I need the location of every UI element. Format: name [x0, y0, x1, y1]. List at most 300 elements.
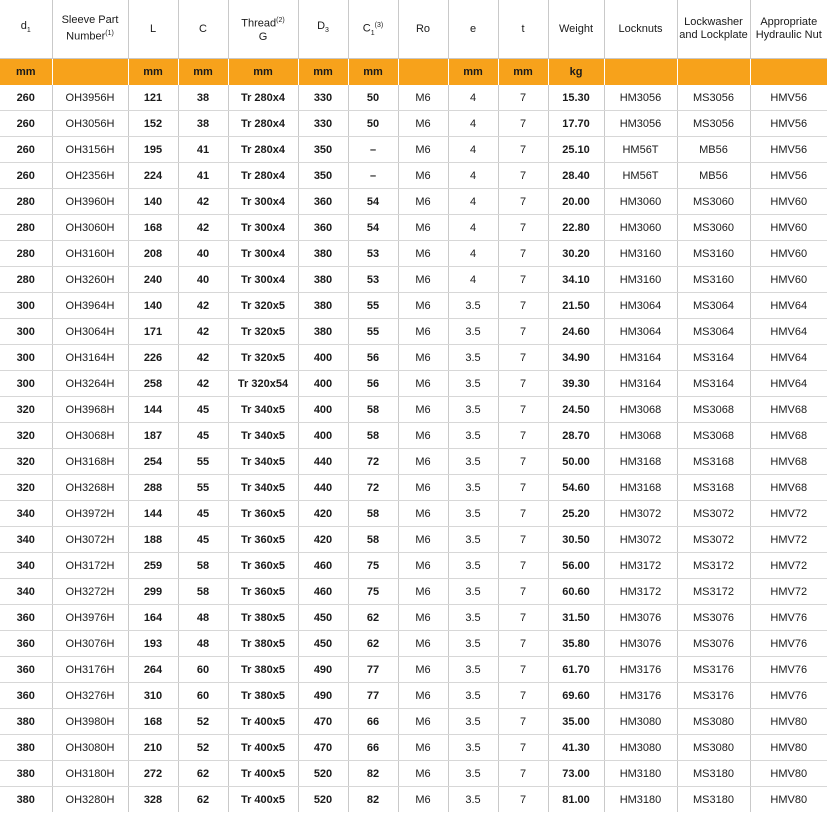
cell-sleeve-part-number: OH3280H	[52, 787, 128, 813]
table-row	[0, 215, 827, 241]
cell-ro: M6	[398, 215, 448, 241]
cell-hydraulic-nut: HMV72	[750, 501, 827, 527]
cell-thread: Tr 280x4	[228, 85, 298, 111]
col-header-ro: Ro	[398, 0, 448, 59]
cell-d3: 400	[298, 371, 348, 397]
cell-locknut: HM3176	[604, 683, 677, 709]
cell-ro: M6	[398, 111, 448, 137]
cell-ro: M6	[398, 345, 448, 371]
cell-e: 4	[448, 111, 498, 137]
cell-d1: 380	[0, 761, 52, 787]
table-row	[0, 761, 827, 787]
cell-d3: 360	[298, 215, 348, 241]
cell-c1: 58	[348, 501, 398, 527]
cell-hydraulic-nut: HMV72	[750, 527, 827, 553]
cell-weight: 81.00	[548, 787, 604, 813]
cell-c1: 55	[348, 293, 398, 319]
cell-l: 328	[128, 787, 178, 813]
cell-locknut: HM3164	[604, 371, 677, 397]
cell-l: 193	[128, 631, 178, 657]
cell-t: 7	[498, 735, 548, 761]
cell-e: 4	[448, 241, 498, 267]
cell-l: 195	[128, 137, 178, 163]
cell-hydraulic-nut: HMV56	[750, 163, 827, 189]
cell-thread: Tr 400x5	[228, 709, 298, 735]
cell-d3: 420	[298, 527, 348, 553]
cell-d1: 340	[0, 527, 52, 553]
cell-c1: 56	[348, 371, 398, 397]
cell-l: 168	[128, 709, 178, 735]
cell-d3: 450	[298, 631, 348, 657]
cell-c1: 66	[348, 709, 398, 735]
cell-c: 55	[178, 475, 228, 501]
cell-l: 264	[128, 657, 178, 683]
cell-d3: 380	[298, 241, 348, 267]
cell-sleeve-part-number: OH3976H	[52, 605, 128, 631]
cell-hydraulic-nut: HMV68	[750, 475, 827, 501]
cell-sleeve-part-number: OH3060H	[52, 215, 128, 241]
cell-d3: 450	[298, 605, 348, 631]
cell-weight: 50.00	[548, 449, 604, 475]
cell-weight: 35.80	[548, 631, 604, 657]
cell-c1: 58	[348, 423, 398, 449]
cell-l: 210	[128, 735, 178, 761]
cell-thread: Tr 320x5	[228, 293, 298, 319]
cell-c1: 72	[348, 449, 398, 475]
cell-e: 3.5	[448, 683, 498, 709]
col-header-e: e	[448, 0, 498, 59]
cell-e: 3.5	[448, 371, 498, 397]
cell-l: 164	[128, 605, 178, 631]
col-header-thread: Thread$^{(2)}$ G	[228, 0, 298, 59]
cell-locknut: HM3072	[604, 527, 677, 553]
cell-weight: 34.10	[548, 267, 604, 293]
cell-hydraulic-nut: HMV76	[750, 605, 827, 631]
cell-d3: 330	[298, 85, 348, 111]
cell-thread: Tr 340x5	[228, 475, 298, 501]
cell-lockwasher: MS3172	[677, 553, 750, 579]
cell-weight: 56.00	[548, 553, 604, 579]
cell-c1: 53	[348, 241, 398, 267]
cell-lockwasher: MS3056	[677, 85, 750, 111]
cell-ro: M6	[398, 371, 448, 397]
cell-weight: 39.30	[548, 371, 604, 397]
cell-ro: M6	[398, 761, 448, 787]
cell-ro: M6	[398, 631, 448, 657]
cell-hydraulic-nut: HMV80	[770, 793, 808, 806]
table-row	[0, 189, 827, 215]
cell-c1: 75	[348, 553, 398, 579]
cell-c: 42	[178, 189, 228, 215]
table-row	[0, 137, 827, 163]
unit-cell	[677, 59, 750, 86]
cell-c1: 82	[348, 761, 398, 787]
cell-lockwasher: MS3068	[677, 397, 750, 423]
cell-e: 3.5	[448, 475, 498, 501]
unit-cell	[604, 59, 677, 86]
cell-weight: 54.60	[548, 475, 604, 501]
cell-locknut: HM3068	[604, 423, 677, 449]
cell-e: 3.5	[448, 631, 498, 657]
cell-sleeve-part-number: OH3080H	[52, 735, 128, 761]
cell-c1: 58	[348, 527, 398, 553]
cell-sleeve-part-number: OH3964H	[52, 293, 128, 319]
cell-t: 7	[498, 215, 548, 241]
cell-e: 3.5	[448, 501, 498, 527]
cell-t: 7	[498, 241, 548, 267]
cell-locknut: HM3080	[604, 735, 677, 761]
cell-lockwasher: MS3064	[677, 293, 750, 319]
cell-weight: 35.00	[548, 709, 604, 735]
table-row	[0, 423, 827, 449]
cell-d3: 350	[298, 163, 348, 189]
cell-sleeve-part-number: OH3064H	[52, 319, 128, 345]
unit-cell	[398, 59, 448, 86]
cell-hydraulic-nut: HMV64	[750, 345, 827, 371]
cell-l: 310	[128, 683, 178, 709]
cell-l: 224	[128, 163, 178, 189]
cell-thread: Tr 380x5	[228, 631, 298, 657]
cell-d3: 490	[298, 683, 348, 709]
cell-d1: 320	[0, 397, 52, 423]
cell-hydraulic-nut: HMV56	[750, 85, 827, 111]
cell-sleeve-part-number: OH2356H	[52, 163, 128, 189]
cell-c: 38	[178, 111, 228, 137]
cell-locknut: HM3160	[604, 241, 677, 267]
cell-c1: 50	[348, 111, 398, 137]
cell-t: 7	[498, 345, 548, 371]
cell-d3: 330	[298, 111, 348, 137]
cell-ro: M6	[398, 657, 448, 683]
table-row	[0, 605, 827, 631]
col-header-weight: Weight	[548, 0, 604, 59]
cell-weight: 22.80	[548, 215, 604, 241]
cell-e: 3.5	[448, 397, 498, 423]
cell-e: 3.5	[448, 527, 498, 553]
unit-cell	[52, 59, 128, 86]
cell-lockwasher: MS3164	[677, 371, 750, 397]
table-row	[0, 163, 827, 189]
cell-hydraulic-nut: HMV60	[750, 241, 827, 267]
table-row	[0, 267, 827, 293]
cell-lockwasher: MS3176	[677, 657, 750, 683]
cell-ro: M6	[398, 475, 448, 501]
cell-lockwasher: MS3060	[677, 189, 750, 215]
cell-lockwasher: MB56	[677, 137, 750, 163]
cell-ro: M6	[398, 579, 448, 605]
cell-weight: 61.70	[548, 657, 604, 683]
col-header-lockwasher: Lockwasher and Lockplate	[677, 0, 750, 59]
col-header-d3: $D_3$	[298, 0, 348, 59]
cell-c1: 50	[348, 85, 398, 111]
cell-c: 60	[178, 657, 228, 683]
cell-d1: 360	[0, 683, 52, 709]
cell-d1: 380	[0, 709, 52, 735]
cell-d1: 320	[0, 423, 52, 449]
cell-d1: 360	[0, 631, 52, 657]
cell-c: 48	[178, 631, 228, 657]
cell-c1: 62	[348, 631, 398, 657]
cell-lockwasher: MS3076	[677, 631, 750, 657]
cell-e: 4	[448, 163, 498, 189]
cell-d3: 360	[298, 189, 348, 215]
cell-sleeve-part-number: OH3272H	[52, 579, 128, 605]
cell-locknut: HM3168	[604, 475, 677, 501]
cell-lockwasher: MS3060	[677, 215, 750, 241]
cell-ro: M6	[398, 267, 448, 293]
cell-e: 4	[448, 189, 498, 215]
table-row	[0, 371, 827, 397]
cell-hydraulic-nut: HMV64	[750, 371, 827, 397]
cell-c1: 53	[348, 267, 398, 293]
table-body	[0, 85, 827, 812]
cell-ro: M6	[398, 527, 448, 553]
cell-locknut: HM3180	[604, 787, 677, 813]
cell-e: 3.5	[448, 605, 498, 631]
cell-lockwasher: MS3168	[677, 475, 750, 501]
cell-c: 45	[178, 527, 228, 553]
cell-hydraulic-nut: HMV72	[750, 579, 827, 605]
cell-locknut: HM3164	[604, 345, 677, 371]
cell-sleeve-part-number: OH3072H	[52, 527, 128, 553]
cell-thread: Tr 360x5	[228, 501, 298, 527]
cell-sleeve-part-number: OH3956H	[52, 85, 128, 111]
cell-thread: Tr 400x5	[228, 735, 298, 761]
cell-d1: 300	[0, 293, 52, 319]
cell-c: 45	[178, 397, 228, 423]
cell-weight: 31.50	[548, 605, 604, 631]
cell-c: 38	[178, 85, 228, 111]
table-row	[0, 501, 827, 527]
cell-thread: Tr 400x5	[228, 787, 298, 813]
cell-t: 7	[498, 683, 548, 709]
cell-t: 7	[498, 163, 548, 189]
table-row	[0, 111, 827, 137]
cell-thread: Tr 300x4	[228, 189, 298, 215]
cell-t: 7	[498, 709, 548, 735]
cell-sleeve-part-number: OH3160H	[52, 241, 128, 267]
cell-hydraulic-nut: HMV60	[750, 189, 827, 215]
col-header-sleeve-part-number: Sleeve Part Number$^{(1)}$	[52, 0, 128, 59]
cell-e: 4	[448, 137, 498, 163]
cell-hydraulic-nut: HMV80	[750, 709, 827, 735]
cell-thread: Tr 340x5	[228, 397, 298, 423]
cell-hydraulic-nut: HMV60	[750, 267, 827, 293]
table-row	[0, 527, 827, 553]
cell-d1: 260	[0, 85, 52, 111]
cell-c1: 77	[348, 657, 398, 683]
cell-weight: 73.00	[548, 761, 604, 787]
cell-hydraulic-nut: HMV76	[750, 657, 827, 683]
cell-e: 3.5	[448, 735, 498, 761]
cell-lockwasher: MB56	[677, 163, 750, 189]
cell-d1: 300	[0, 319, 52, 345]
cell-c: 42	[178, 215, 228, 241]
cell-t: 7	[498, 475, 548, 501]
cell-t: 7	[498, 319, 548, 345]
col-header-d1: $d_1$	[0, 0, 52, 59]
unit-cell: mm	[128, 59, 178, 86]
cell-l: 188	[128, 527, 178, 553]
cell-hydraulic-nut: HMV68	[750, 423, 827, 449]
cell-d1: 300	[0, 345, 52, 371]
cell-weight: 28.40	[548, 163, 604, 189]
cell-t: 7	[498, 527, 548, 553]
cell-d1: 300	[0, 371, 52, 397]
cell-l: 144	[128, 397, 178, 423]
cell-e: 3.5	[448, 423, 498, 449]
cell-t: 7	[498, 657, 548, 683]
cell-weight: 34.90	[548, 345, 604, 371]
cell-d1: 380	[0, 787, 52, 813]
cell-lockwasher: MS3164	[677, 345, 750, 371]
cell-t: 7	[498, 397, 548, 423]
cell-l: 259	[128, 553, 178, 579]
cell-t: 7	[498, 787, 548, 813]
cell-sleeve-part-number: OH3176H	[52, 657, 128, 683]
cell-l: 168	[128, 215, 178, 241]
cell-l: 288	[128, 475, 178, 501]
cell-c1: 77	[348, 683, 398, 709]
cell-t: 7	[498, 449, 548, 475]
unit-cell: mm	[498, 59, 548, 86]
cell-locknut: HM3072	[604, 501, 677, 527]
cell-t: 7	[498, 111, 548, 137]
cell-c: 45	[178, 501, 228, 527]
cell-t: 7	[498, 371, 548, 397]
cell-d3: 460	[298, 579, 348, 605]
cell-d1: 380	[0, 735, 52, 761]
cell-weight: 24.50	[548, 397, 604, 423]
cell-ro: M6	[398, 85, 448, 111]
cell-thread: Tr 360x5	[228, 527, 298, 553]
cell-sleeve-part-number: OH3172H	[52, 553, 128, 579]
cell-l: 152	[128, 111, 178, 137]
cell-c1: 62	[348, 605, 398, 631]
table-row	[0, 631, 827, 657]
cell-c: 58	[178, 579, 228, 605]
cell-weight: 30.20	[548, 241, 604, 267]
cell-c: 62	[178, 761, 228, 787]
cell-locknut: HM3172	[604, 553, 677, 579]
cell-weight: 30.50	[548, 527, 604, 553]
cell-weight: 17.70	[548, 111, 604, 137]
cell-locknut: HM3056	[604, 85, 677, 111]
col-header-c: C	[178, 0, 228, 59]
cell-thread: Tr 300x4	[228, 241, 298, 267]
table-row	[0, 241, 827, 267]
col-header-c1: $C_1^{(3)}$	[348, 0, 398, 59]
cell-lockwasher: MS3160	[677, 241, 750, 267]
cell-t: 7	[498, 631, 548, 657]
cell-d3: 350	[298, 137, 348, 163]
cell-lockwasher: MS3064	[677, 319, 750, 345]
cell-c: 62	[178, 787, 228, 813]
cell-d1: 280	[0, 215, 52, 241]
cell-lockwasher: MS3180	[677, 787, 750, 813]
cell-t: 7	[498, 553, 548, 579]
cell-c1: 66	[348, 735, 398, 761]
cell-c1: 82	[348, 787, 398, 813]
cell-thread: Tr 360x5	[228, 579, 298, 605]
cell-e: 4	[448, 85, 498, 111]
cell-d1: 320	[0, 449, 52, 475]
table-row	[0, 553, 827, 579]
cell-e: 3.5	[448, 787, 498, 813]
table-row	[0, 293, 827, 319]
cell-c: 45	[178, 423, 228, 449]
cell-locknut: HM3180	[604, 761, 677, 787]
cell-locknut: HM3064	[604, 319, 677, 345]
cell-d3: 440	[298, 475, 348, 501]
cell-l: 208	[128, 241, 178, 267]
cell-c1: 58	[348, 397, 398, 423]
cell-t: 7	[498, 423, 548, 449]
cell-t: 7	[498, 189, 548, 215]
cell-hydraulic-nut: HMV68	[750, 449, 827, 475]
cell-c: 52	[178, 735, 228, 761]
cell-thread: Tr 340x5	[228, 423, 298, 449]
table-row	[0, 735, 827, 761]
cell-hydraulic-nut: HMV64	[750, 319, 827, 345]
cell-sleeve-part-number: OH3164H	[52, 345, 128, 371]
cell-ro: M6	[398, 605, 448, 631]
col-header-hydraulic-nut: Appropriate Hydraulic Nut	[750, 0, 827, 59]
cell-l: 171	[128, 319, 178, 345]
table-row	[0, 397, 827, 423]
cell-e: 3.5	[448, 449, 498, 475]
cell-d3: 400	[298, 397, 348, 423]
cell-hydraulic-nut: HMV76	[750, 683, 827, 709]
cell-d1: 260	[0, 163, 52, 189]
cell-d1: 360	[0, 605, 52, 631]
cell-c: 42	[178, 345, 228, 371]
cell-ro: M6	[398, 501, 448, 527]
unit-cell: mm	[228, 59, 298, 86]
cell-c1: 56	[348, 345, 398, 371]
cell-d1: 280	[0, 189, 52, 215]
cell-t: 7	[498, 293, 548, 319]
table-row	[0, 579, 827, 605]
header-row	[0, 0, 827, 59]
cell-lockwasher: MS3172	[677, 579, 750, 605]
cell-l: 140	[128, 189, 178, 215]
cell-hydraulic-nut: HMV72	[750, 553, 827, 579]
col-header-locknuts: Locknuts	[604, 0, 677, 59]
cell-hydraulic-nut: HMV76	[750, 631, 827, 657]
cell-locknut: HM3172	[604, 579, 677, 605]
cell-sleeve-part-number: OH3056H	[52, 111, 128, 137]
cell-l: 121	[128, 85, 178, 111]
cell-weight: 21.50	[548, 293, 604, 319]
cell-l: 272	[128, 761, 178, 787]
cell-e: 3.5	[448, 319, 498, 345]
cell-d1: 320	[0, 475, 52, 501]
cell-sleeve-part-number: OH3180H	[52, 761, 128, 787]
cell-thread: Tr 360x5	[228, 553, 298, 579]
cell-thread: Tr 400x5	[228, 761, 298, 787]
cell-locknut: HM3168	[604, 449, 677, 475]
cell-locknut: HM3160	[604, 267, 677, 293]
cell-l: 144	[128, 501, 178, 527]
cell-weight: 41.30	[548, 735, 604, 761]
table-row	[0, 657, 827, 683]
cell-sleeve-part-number: OH3960H	[52, 189, 128, 215]
cell-locknut: HM3076	[604, 605, 677, 631]
cell-thread: Tr 320x54	[228, 371, 298, 397]
cell-locknut: HM3064	[604, 293, 677, 319]
unit-cell: mm	[448, 59, 498, 86]
